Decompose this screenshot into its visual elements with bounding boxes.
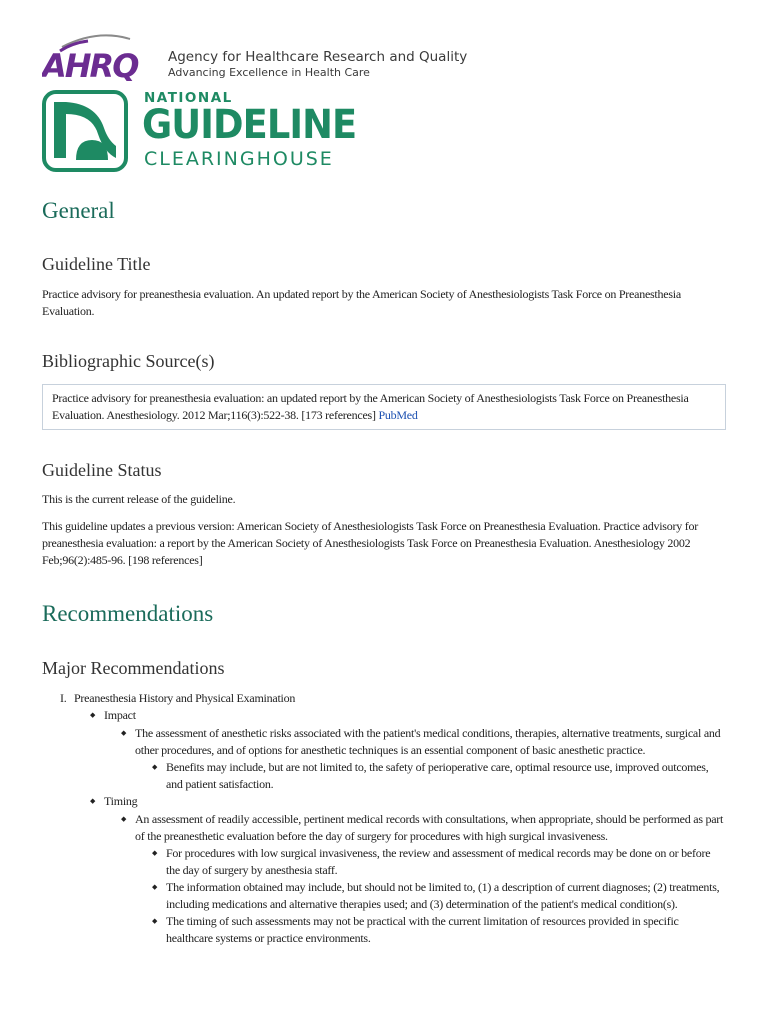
ahrq-logo bbox=[42, 33, 160, 81]
recommendations-list bbox=[42, 690, 726, 947]
guideline-status-current: This is the current release of the guideline. bbox=[42, 492, 236, 506]
timing-text: An assessment of readily accessible, pertinent medical records with consultations, when appropriate, should be performed as part of the preanesthetic evaluation before the day of surgery for procedures with high surgical invasiveness. bbox=[135, 812, 724, 843]
benefits-text: Benefits may include, but are not limited to, the safety of perioperative care, optimal resource use, improved outcomes, and patient satisfaction. bbox=[166, 760, 709, 791]
bibliographic-source-heading: Bibliographic Source(s) bbox=[42, 351, 215, 371]
list-item-timing-sub-1 bbox=[42, 845, 726, 879]
list-item-benefits bbox=[42, 759, 726, 793]
ngc-line-national: NATIONAL bbox=[144, 90, 233, 106]
timing-sub-3: The timing of such assessments may not be practical with the current limitation of resources provided in specific healthcare systems or practice environments. bbox=[166, 914, 679, 945]
ahrq-tagline: Advancing Excellence in Health Care bbox=[168, 66, 370, 79]
bullet-icon: ◆ bbox=[152, 849, 158, 857]
guideline-status-update: This guideline updates a previous version: American Society of Anesthesiologists Task Force on Preanesthesia Evaluation. Practice advisory for preanesthesia evaluation: a report by the American Society of Anesthesiologists Task Force on Preanesthesia Evaluation. Anesthesiology 2002 Feb;96(2):485-96. [198 references] bbox=[42, 519, 698, 567]
roman-numeral: I. bbox=[60, 691, 67, 705]
ahrq-logo-text: AHRQ bbox=[42, 47, 138, 81]
bibliographic-citation: Practice advisory for preanesthesia evaluation: an updated report by the American Society of Anesthesiologists Task Force on Preanesthesia Evaluation. Anesthesiology. 2012 Mar;116(3):522-38. [173 references] bbox=[52, 391, 689, 422]
list-item-roman-1 bbox=[42, 690, 726, 707]
ngc-arch-icon bbox=[42, 90, 128, 172]
timing-label: Timing bbox=[104, 794, 138, 808]
bullet-icon: ◆ bbox=[152, 763, 158, 771]
bullet-icon: ◆ bbox=[121, 815, 127, 823]
bullet-icon: ◆ bbox=[90, 797, 96, 805]
list-item-impact-text bbox=[42, 725, 726, 759]
bibliographic-source-text bbox=[52, 390, 716, 424]
ngc-logo bbox=[42, 90, 362, 172]
bullet-icon: ◆ bbox=[121, 729, 127, 737]
list-item-timing bbox=[42, 793, 726, 810]
section-heading-recommendations: Recommendations bbox=[42, 601, 214, 626]
list-item-timing-text bbox=[42, 811, 726, 845]
bullet-icon: ◆ bbox=[90, 711, 96, 719]
guideline-title-text: Practice advisory for preanesthesia evaluation. An updated report by the American Society of Anesthesiologists Task Force on Preanesthesia Evaluation. bbox=[42, 287, 681, 318]
ahrq-agency-name: Agency for Healthcare Research and Quality bbox=[168, 49, 468, 65]
timing-sub-2: The information obtained may include, but should not be limited to, (1) a description of current diagnoses; (2) treatments, including medications and alternative therapies used; and (3) determination of the patient's medical condition(s). bbox=[166, 880, 720, 911]
ngc-line-guideline: GUIDELINE bbox=[142, 102, 357, 148]
bullet-icon: ◆ bbox=[152, 883, 158, 891]
section-title: Preanesthesia History and Physical Examination bbox=[74, 691, 296, 705]
ngc-line-clearinghouse: CLEARINGHOUSE bbox=[144, 148, 334, 170]
pubmed-link[interactable]: PubMed bbox=[378, 408, 418, 422]
impact-label: Impact bbox=[104, 708, 136, 722]
list-item-timing-sub-3 bbox=[42, 913, 726, 947]
ahrq-header bbox=[42, 33, 502, 83]
bullet-icon: ◆ bbox=[152, 917, 158, 925]
timing-sub-1: For procedures with low surgical invasiveness, the review and assessment of medical records may be done on or before the day of surgery by anesthesia staff. bbox=[166, 846, 711, 877]
section-heading-general: General bbox=[42, 198, 115, 223]
document-content bbox=[42, 196, 726, 947]
bibliographic-source-box bbox=[42, 384, 726, 430]
guideline-status-heading: Guideline Status bbox=[42, 460, 162, 480]
major-recommendations-heading: Major Recommendations bbox=[42, 658, 225, 678]
guideline-title-heading: Guideline Title bbox=[42, 254, 151, 274]
list-item-impact bbox=[42, 707, 726, 724]
list-item-timing-sub-2 bbox=[42, 879, 726, 913]
impact-text: The assessment of anesthetic risks associated with the patient's medical conditions, therapies, alternative treatments, surgical and other procedures, and of options for anesthetic techniques is an essential component of basic anesthetic practice. bbox=[135, 726, 721, 757]
